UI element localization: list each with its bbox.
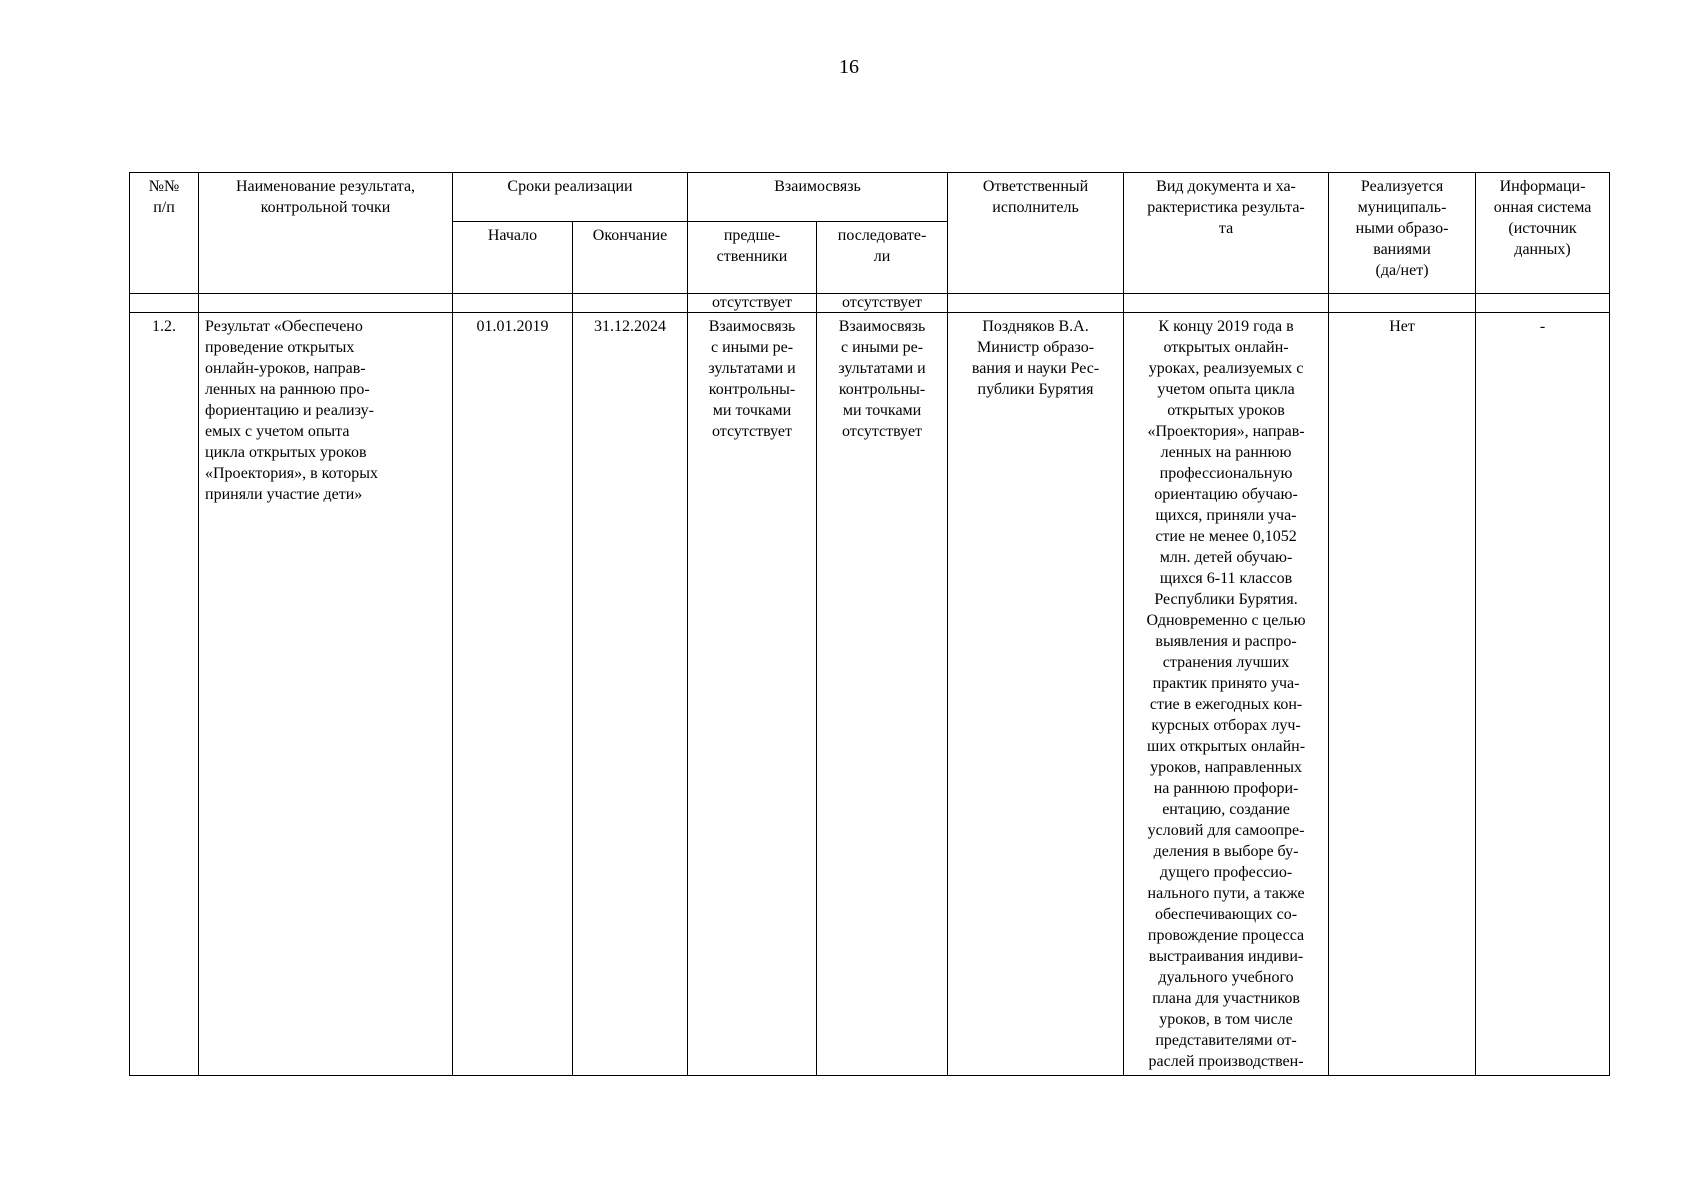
table-row	[130, 313, 1610, 1076]
row-responsible: Поздняков В.А. Министр образо- вания и науки Рес- публики Бурятия	[948, 313, 1124, 1076]
row-municipal: Нет	[1329, 313, 1476, 1076]
header-end: Окончание	[573, 222, 688, 294]
page-number: 16	[839, 56, 859, 78]
header-relation: Взаимосвязь	[688, 173, 948, 222]
header-num: №№ п/п	[130, 173, 199, 294]
header-predecessors: предше- ственники	[688, 222, 817, 294]
row-successors: Взаимосвязь с иными ре- зультатами и контрольны- ми точками отсутствует	[817, 313, 948, 1076]
results-table	[129, 172, 1610, 1076]
row-info-system: -	[1476, 313, 1610, 1076]
row-end: 31.12.2024	[573, 313, 688, 1076]
pre-row-successors: отсутствует	[817, 294, 948, 313]
row-num: 1.2.	[130, 313, 199, 1076]
row-predecessors: Взаимосвязь с иными ре- зультатами и контрольны- ми точками отсутствует	[688, 313, 817, 1076]
header-successors: последовате- ли	[817, 222, 948, 294]
header-municipal: Реализуется муниципаль- ными образо- ваниями (да/нет)	[1329, 173, 1476, 294]
row-doc-type: К концу 2019 года в открытых онлайн- уроках, реализуемых с учетом опыта цикла открытых уроков «Проектория», направ- ленных на раннюю профессиональную ориентацию обучаю- щихся, приняли уча- стие не менее 0,1052 млн. детей обучаю- щихся 6-11 классов Республики Бурятия. Одновременно с целью выявления и распро- странения лучших практик принято уча- стие в ежегодных кон- курсных отборах луч- ших открытых онлайн- уроков, направленных на раннюю профори- ентацию, создание условий для самоопре- деления в выборе бу- дущего профессио- нального пути, а также обеспечивающих со- провождение процесса выстраивания индиви- дуального учебного плана для участников уроков, в том числе представителями от- раслей производствен-	[1124, 313, 1329, 1076]
header-doc-type: Вид документа и ха- рактеристика результа- та	[1124, 173, 1329, 294]
pre-row-predecessors: отсутствует	[688, 294, 817, 313]
row-start: 01.01.2019	[453, 313, 573, 1076]
header-name: Наименование результата, контрольной точки	[199, 173, 453, 294]
header-start: Начало	[453, 222, 573, 294]
row-name: Результат «Обеспечено проведение открытых онлайн-уроков, направ- ленных на раннюю про- фориентацию и реализу- емых с учетом опыта цикла открытых уроков «Проектория», в которых приняли участие дети»	[199, 313, 453, 1076]
header-responsible: Ответственный исполнитель	[948, 173, 1124, 294]
header-info-system: Информаци- онная система (источник данных)	[1476, 173, 1610, 294]
pre-row	[130, 294, 1610, 313]
header-terms: Сроки реализации	[453, 173, 688, 222]
